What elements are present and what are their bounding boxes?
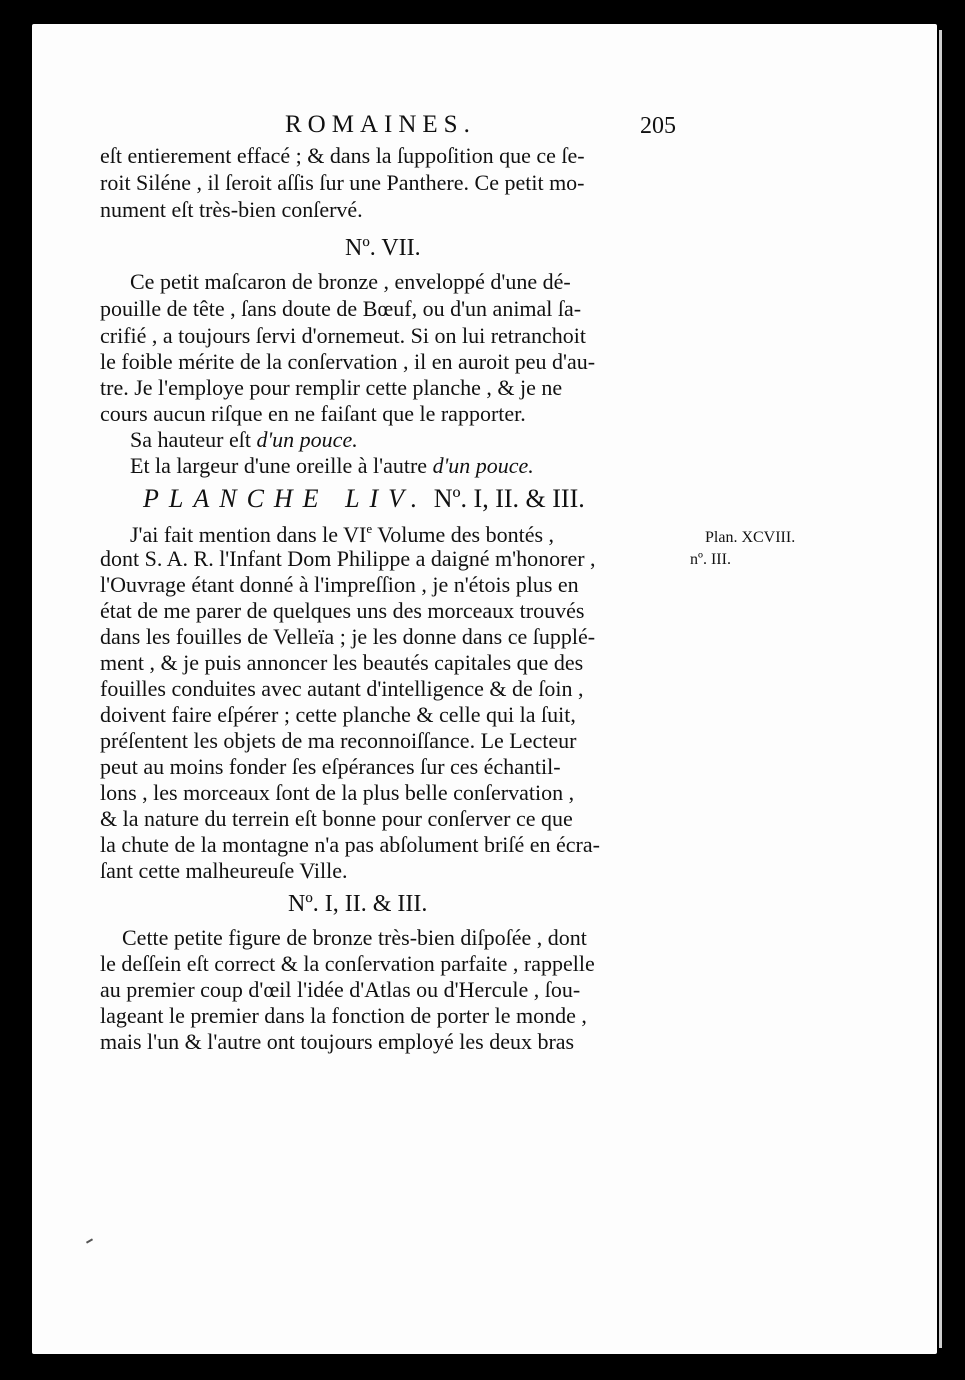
paragraph-line: le deſſein eſt correct & la conſervation parfaite , rappelle (100, 951, 595, 976)
paragraph-line: crifié , a toujours ſervi d'ornemeut. Si on lui retranchoit (100, 323, 586, 348)
paragraph-line: ment , & je puis annoncer les beautés capitales que des (100, 650, 584, 675)
paragraph-line: pouille de tête , ſans doute de Bœuf, ou d'un animal ſa- (100, 296, 582, 321)
paragraph-line: ſant cette malheureuſe Ville. (100, 858, 348, 883)
width-label: Et la largeur d'une oreille à l'autre (130, 453, 433, 478)
paragraph-line: & la nature du terrein eſt bonne pour conſerver ce que (100, 806, 573, 831)
paragraph-line: l'Ouvrage étant donné à l'impreſſion , je n'étois plus en (100, 572, 579, 597)
margin-note-number: nº. III. (690, 551, 731, 568)
paragraph-line: peut au moins fonder ſes eſpérances ſur ces échantil- (100, 754, 561, 779)
running-title: ROMAINES. (285, 111, 476, 138)
superscript: e (366, 521, 373, 536)
planche-numbers: Nº. I, II. & III. (427, 484, 585, 513)
paragraph-line: roit Siléne , il ſeroit aſſis ſur une Panthere. Ce petit mo- (100, 170, 585, 195)
height-measure (130, 429, 358, 451)
paragraph-line: mais l'un & l'autre ont toujours employé les deux bras (100, 1029, 575, 1054)
paragraph-line: état de me parer de quelques uns des morceaux trouvés (100, 598, 585, 623)
page-number: 205 (640, 113, 676, 139)
paragraph-line: doivent faire eſpérer ; cette planche & celle qui la ſuit, (100, 702, 576, 727)
paragraph-line: Ce petit maſcaron de bronze , enveloppé d'une dé- (130, 269, 571, 294)
height-label: Sa hauteur eſt (130, 427, 257, 452)
paragraph-line: au premier coup d'œil l'idée d'Atlas ou d'Hercule , ſou- (100, 977, 581, 1002)
width-value: d'un pouce. (432, 453, 534, 478)
intro-text-start: J'ai fait mention dans le VI (130, 522, 367, 547)
paragraph-line: le foible mérite de la conſervation , il en auroit peu d'au- (100, 349, 596, 374)
intro-text-end: Volume des bontés , (372, 522, 555, 547)
paragraph-line (130, 522, 554, 546)
section-heading-vii: Nº. VII. (345, 235, 421, 261)
planche-heading (143, 486, 585, 512)
planche-title: PLANCHE LIV. (143, 484, 428, 513)
page-edge (939, 30, 942, 1348)
paragraph-line: fouilles conduites avec autant d'intelligence & de ſoin , (100, 676, 584, 701)
width-measure (130, 455, 534, 477)
paragraph-line: la chute de la montagne n'a pas abſolument briſé en écra- (100, 832, 600, 857)
section-heading-i-ii-iii: Nº. I, II. & III. (288, 891, 428, 917)
paragraph-line: dont S. A. R. l'Infant Dom Philippe a daigné m'honorer , (100, 546, 596, 571)
paragraph-line: dans les fouilles de Velleïa ; je les donne dans ce ſupplé- (100, 624, 596, 649)
paragraph-line: cours aucun riſque en ne faiſant que le rapporter. (100, 401, 526, 426)
margin-note-plate: Plan. XCVIII. (705, 529, 796, 546)
paragraph-line: eſt entierement effacé ; & dans la ſuppoſition que ce ſe- (100, 143, 585, 168)
paragraph-line: nument eſt très-bien conſervé. (100, 197, 363, 222)
paragraph-line: tre. Je l'employe pour remplir cette planche , & je ne (100, 375, 563, 400)
paragraph-line: préſentent les objets de ma reconnoiſſance. Le Lecteur (100, 728, 577, 753)
height-value: d'un pouce. (256, 427, 358, 452)
paragraph-line: Cette petite figure de bronze très-bien diſpoſée , dont (122, 925, 587, 950)
paragraph-line: lons , les morceaux ſont de la plus belle conſervation , (100, 780, 575, 805)
paragraph-line: lageant le premier dans la fonction de porter le monde , (100, 1003, 587, 1028)
